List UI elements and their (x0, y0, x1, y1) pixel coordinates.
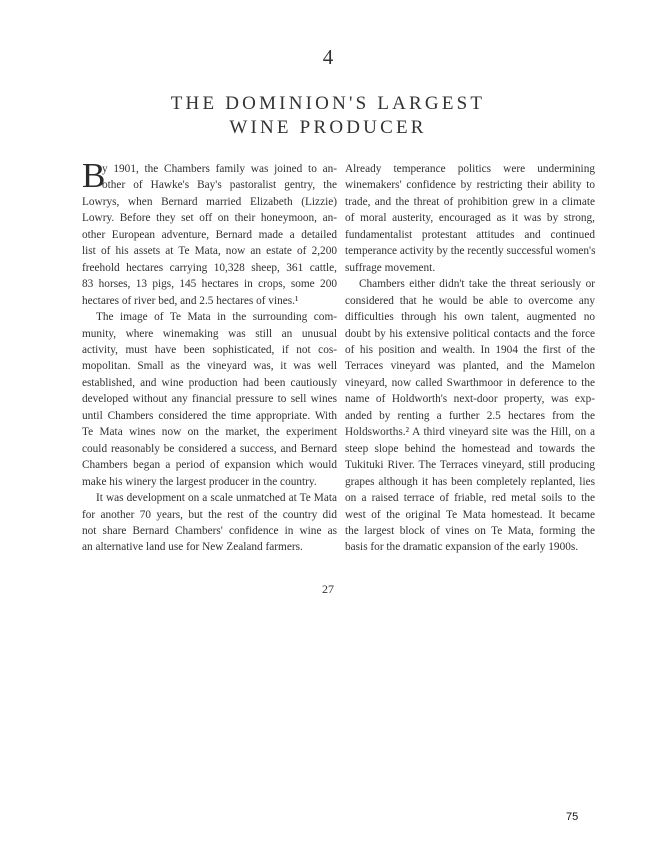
text-line: winemakers' confidence by restricting their ability to (345, 179, 595, 192)
text-line: munity, where winemaking was still an unusual (82, 327, 337, 340)
chapter-title (0, 92, 656, 140)
text-line: doubt by his extensive political contacts and the force (345, 327, 595, 340)
text-line: grapes although it has been completely replanted, lies (345, 475, 595, 488)
book-page-number: 27 (322, 582, 334, 596)
text-line: It was development on a scale unmatched at Te Mata (96, 492, 337, 505)
text-line: not share Bernard Chambers' confidence in wine as (82, 524, 337, 537)
text-line: other of Hawke's Bay's pastoralist gentry, the (102, 179, 337, 192)
text-line: established, and wine production had been cautiously (82, 376, 337, 389)
text-line: Lowry. Before they set off on their honeymoon, an- (82, 212, 337, 225)
text-line: list of his assets at Te Mata, now an estate of 2,200 (82, 245, 337, 258)
text-line: hectares of river bed, and 2.5 hectares of vines.¹ (82, 294, 299, 307)
text-line: difficulties through his own talent, augmented no (345, 311, 595, 324)
text-line: other European adventure, Bernard made a detailed (82, 228, 337, 241)
text-line: suffrage movement. (345, 261, 436, 274)
text-line: Holdsworths.² A third vineyard site was the Hill, on a (345, 426, 595, 439)
text-line: temperance activity by the recently successful women's (345, 245, 596, 258)
text-line: trade, and the threat of prohibition grew in a climate (345, 195, 595, 208)
text-line: the largest block of vines on Te Mata, forming the (345, 524, 595, 537)
text-line: Terraces vineyard was planted, and the Mamelon (345, 360, 595, 373)
text-line: Already temperance politics were undermining (345, 163, 595, 175)
chapter-title-line: WINE PRODUCER (229, 117, 427, 138)
text-line: of moral austerity, encouraged as it was by strong, (345, 212, 595, 225)
text-line: make his winery the largest producer in the country. (82, 475, 317, 488)
text-line: an alternative land use for New Zealand farmers. (82, 541, 303, 554)
text-line: until Chambers considered the time appropriate. With (82, 409, 337, 422)
text-line: The image of Te Mata in the surrounding com- (96, 311, 337, 324)
right-column (345, 161, 595, 556)
chapter-title-line: THE DOMINION'S LARGEST (170, 93, 486, 114)
text-line: Lowrys, when Bernard married Elizabeth (Lizzie) (82, 195, 337, 208)
text-line: steep slope behind the homestead and towards the (345, 442, 595, 455)
text-line: Chambers began a period of expansion which would (82, 459, 337, 472)
text-line: Chambers either didn't take the threat seriously or (359, 278, 595, 291)
text-line: could reasonably be considered a success, and Bernard (82, 442, 337, 455)
text-line: on a raised terrace of friable, red metal soils to the (345, 492, 595, 505)
text-line: Tukituki River. The Terraces vineyard, still producing (345, 459, 595, 472)
text-line: 83 horses, 13 pigs, 145 hectares in crops, some 200 (82, 278, 337, 291)
text-line: of his position and wealth. In 1904 the first of the (345, 343, 595, 356)
text-line: activity, must have been sophisticated, if not cos- (82, 343, 337, 356)
text-line: anded by renting a further 2.5 hectares from the (345, 409, 595, 422)
text-line: west of the original Te Mata homestead. It became (345, 508, 595, 521)
text-line: name of Holdworth's next-door property, was exp- (345, 393, 595, 406)
text-line: freehold hectares carrying 10,328 sheep, 361 cattle, (82, 261, 337, 274)
text-line: considered that he would be able to overcome any (345, 294, 595, 307)
text-line: basis for the dramatic expansion of the early 1900s. (345, 541, 579, 554)
text-line: mopolitan. Small as the vineyard was, it was well (82, 360, 337, 373)
left-column (82, 156, 337, 556)
text-line: fundamentalist protestant attitudes and continued (345, 228, 595, 241)
text-line: y 1901, the Chambers family was joined to an- (102, 163, 337, 175)
text-line: vineyard, now called Swarthmoor in deference to the (345, 376, 595, 389)
text-line: for another 70 years, but the rest of the country did (82, 508, 337, 521)
text-line: developed without any financial pressure to sell wines (82, 393, 337, 406)
drop-cap: B (82, 156, 106, 195)
chapter-number: 4 (322, 45, 334, 69)
text-line: Te Mata wines now on the market, the experiment (82, 426, 337, 439)
scan-page-number: 75 (566, 811, 579, 823)
